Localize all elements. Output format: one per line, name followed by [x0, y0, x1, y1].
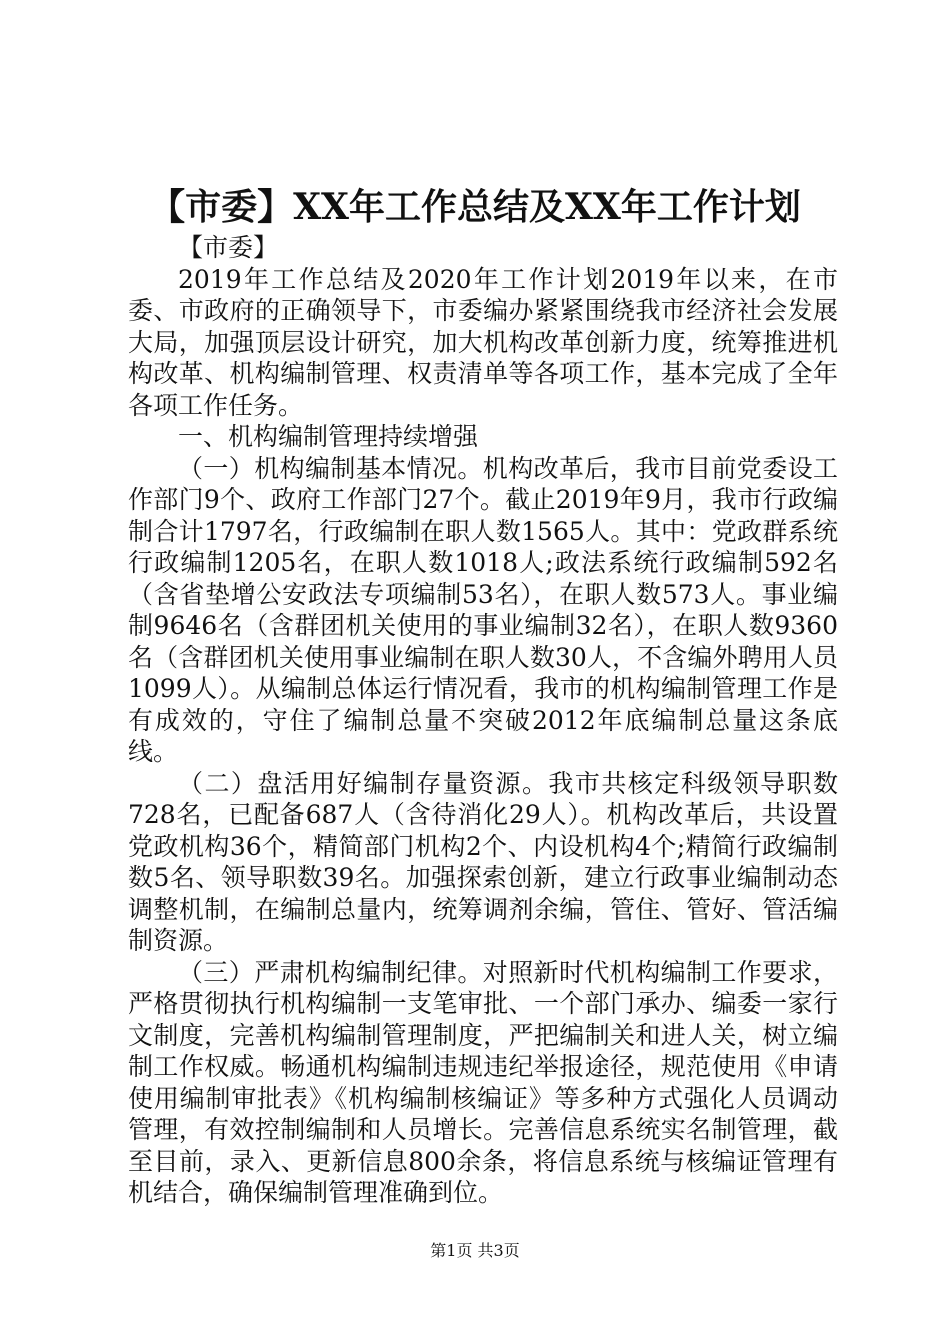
paragraph-intro: 2019年工作总结及2020年工作计划2019年以来，在市委、市政府的正确领导下，市委编办紧紧围绕我市经济社会发展大局，加强顶层设计研究，加大机构改革创新力度，统筹推进机构改革、机构编制管理、权责清单等各项工作，基本完成了全年各项工作任务。	[128, 264, 838, 420]
paragraph-source-tag: 【市委】	[178, 233, 279, 262]
paragraph-subsection-3: （三）严肃机构编制纪律。对照新时代机构编制工作要求，严格贯彻执行机构编制一支笔审批、一个部门承办、编委一家行文制度，完善机构编制管理制度，严把编制关和进人关，树立编制工作权威。畅通机构编制违规违纪举报途径，规范使用《申请使用编制审批表》《机构编制核编证》等多种方式强化人员调动管理，有效控制编制和人员增长。完善信息系统实名制管理，截至目前，录入、更新信息800余条，将信息系统与核编证管理有机结合，确保编制管理准确到位。	[128, 957, 838, 1207]
document-title: 【市委】XX年工作总结及XX年工作计划	[149, 186, 801, 228]
page-footer: 第1页 共3页	[430, 1241, 520, 1260]
paragraph-subsection-2: （二）盘活用好编制存量资源。我市共核定科级领导职数728名，已配备687人（含待消化29人）。机构改革后，共设置党政机构36个，精简部门机构2个、内设机构4个;精简行政编制数5名、领导职数39名。加强探索创新，建立行政事业编制动态调整机制，在编制总量内，统筹调剂余编，管住、管好、管活编制资源。	[128, 768, 838, 955]
document-body	[128, 232, 838, 1209]
section-heading: 一、机构编制管理持续增强	[178, 422, 479, 451]
paragraph-subsection-1: （一）机构编制基本情况。机构改革后，我市目前党委设工作部门9个、政府工作部门27个。截止2019年9月，我市行政编制合计1797名，行政编制在职人数1565人。其中：党政群系统行政编制1205名，在职人数1018人;政法系统行政编制592名（含省垫增公安政法专项编制53名），在职人数573人。事业编制9646名（含群团机关使用的事业编制32名），在职人数9360名（含群团机关使用事业编制在职人数30人，不含编外聘用人员1099人）。从编制总体运行情况看，我市的机构编制管理工作是有成效的，守住了编制总量不突破2012年底编制总量这条底线。	[128, 453, 838, 766]
